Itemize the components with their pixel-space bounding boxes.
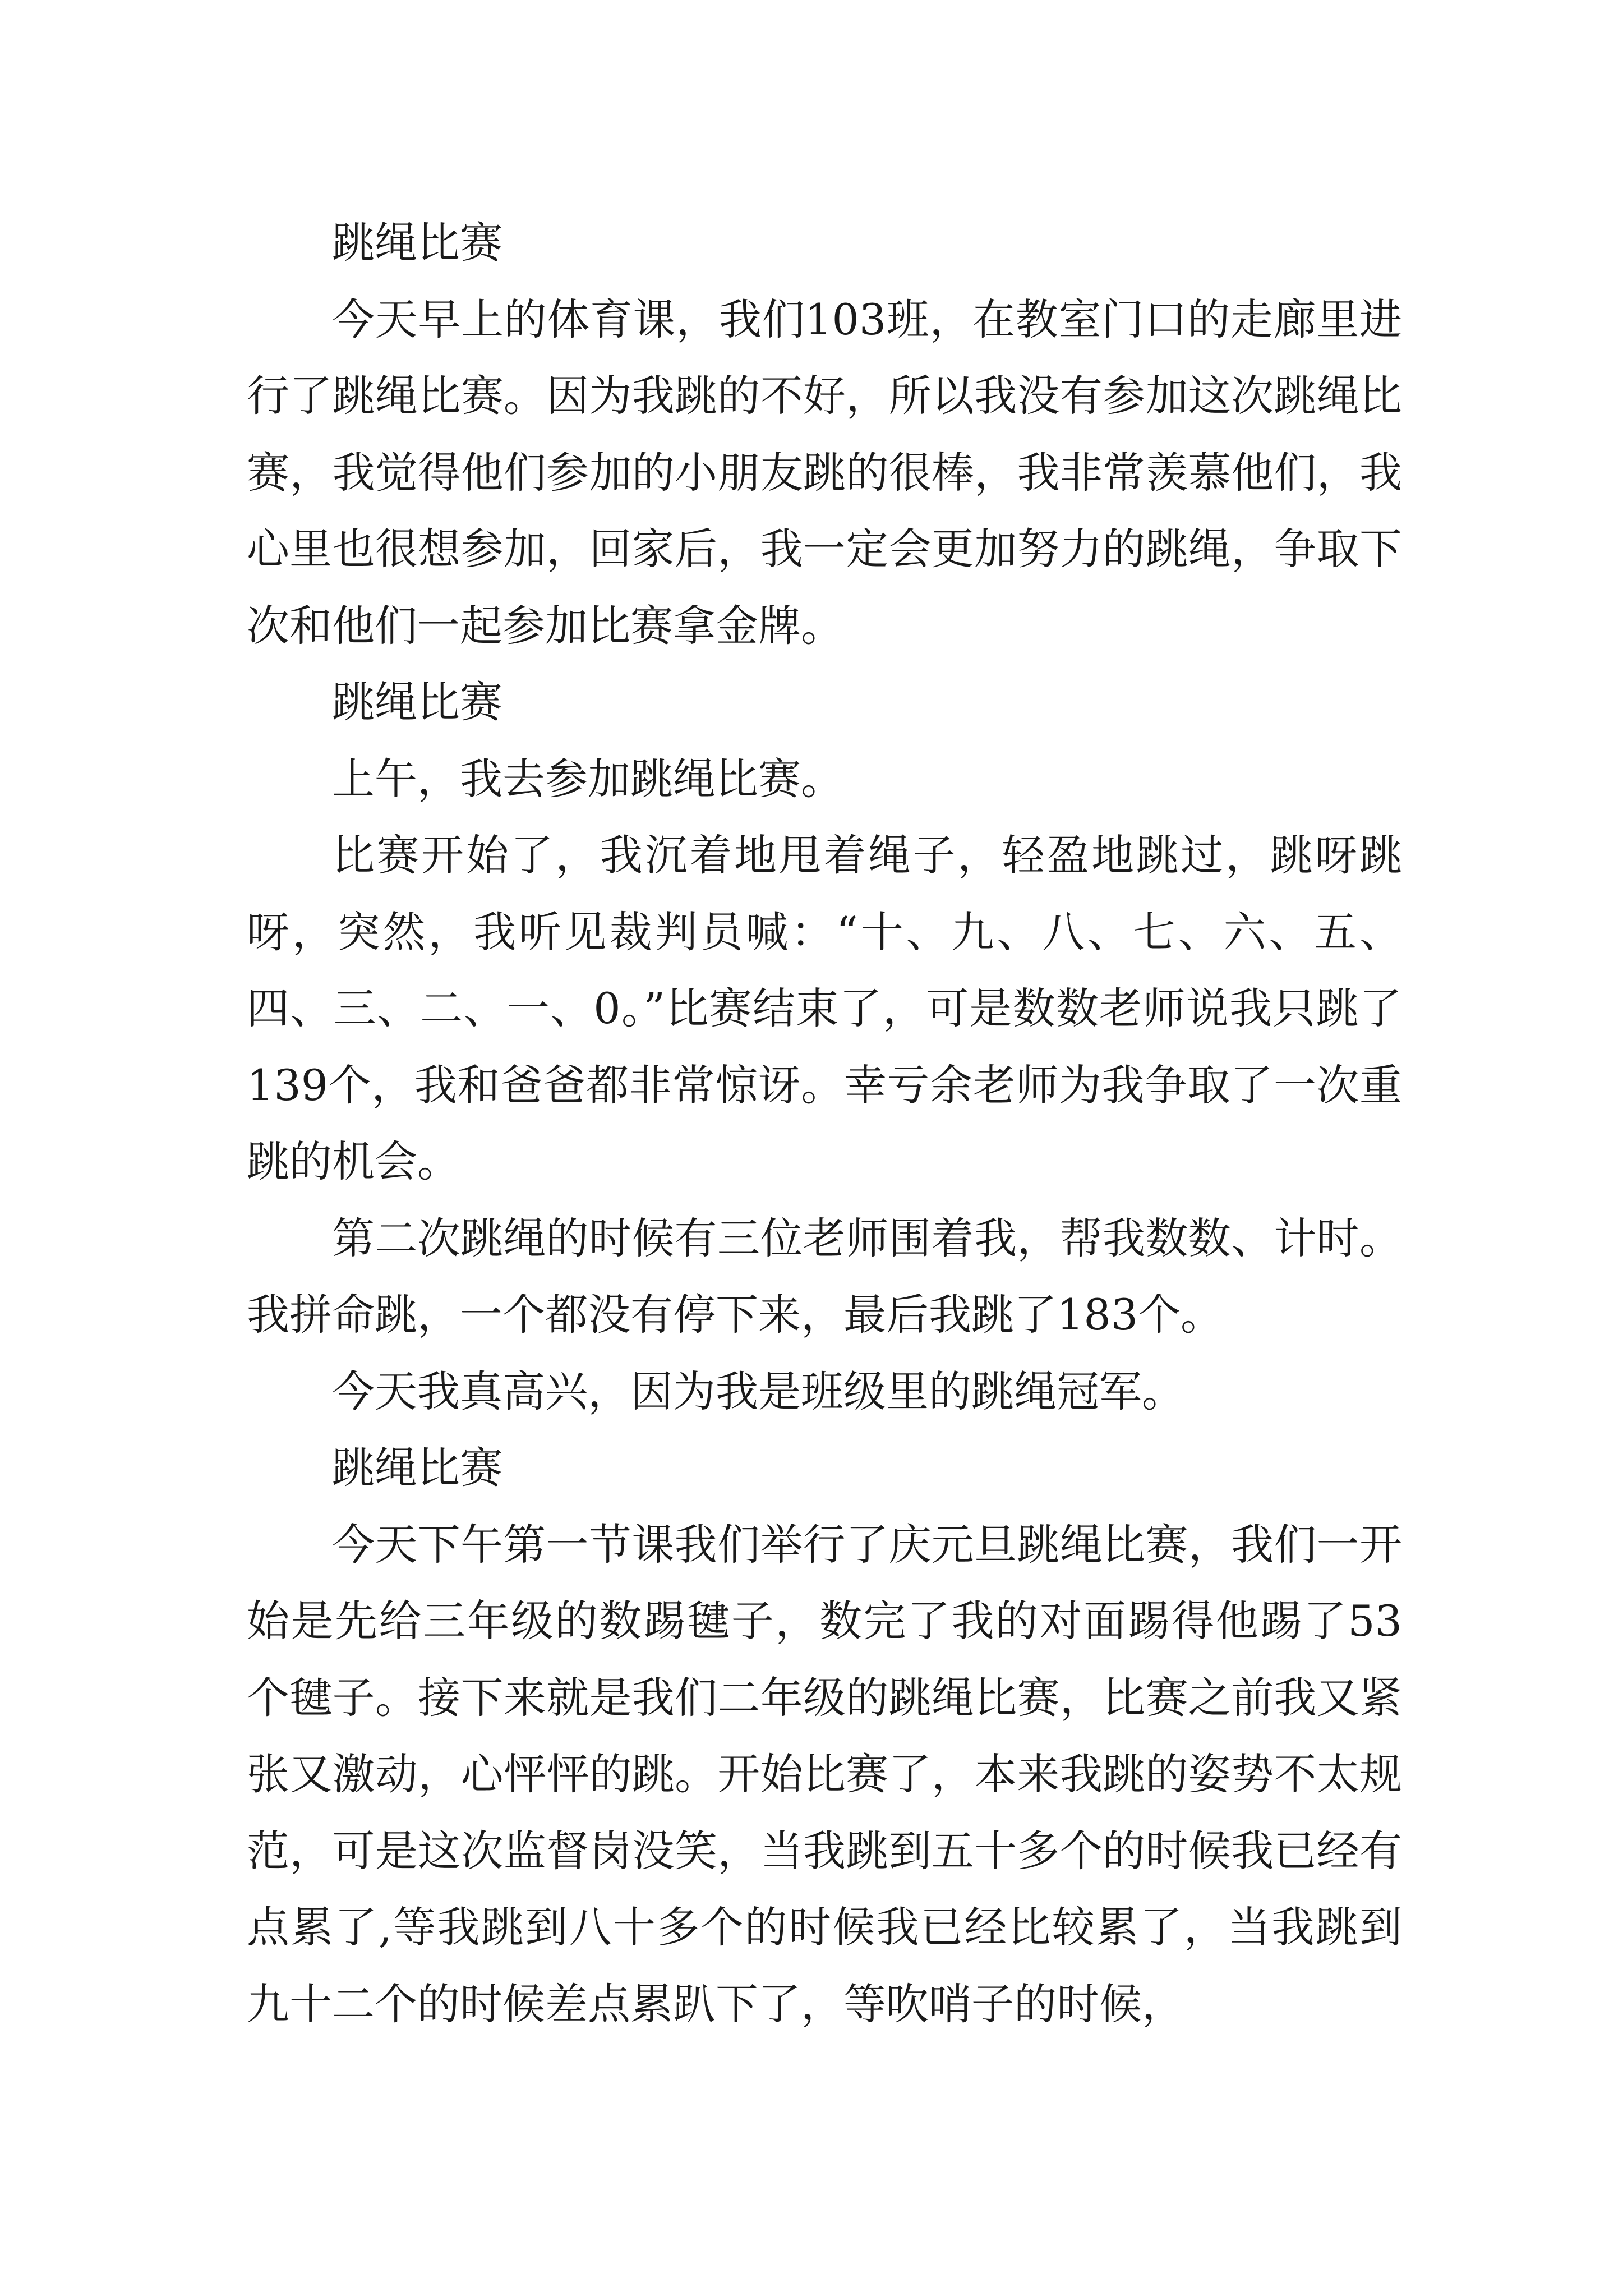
body-paragraph: 上午，我去参加跳绳比赛。 [332, 753, 843, 804]
body-paragraph: 今天我真高兴，因为我是班级里的跳绳冠军。 [332, 1366, 1184, 1416]
section-heading: 跳绳比赛 [332, 1443, 502, 1493]
body-paragraph: 今天下午第一节课我们举行了庆元旦跳绳比赛，我们一开始是先给三年级的数踢毽子，数完了我的对面踢得他踢了53个毽子。接下来就是我们二年级的跳绳比赛，比赛之前我又紧张又激动，心怦怦的跳。开始比赛了，本来我跳的姿势不太规范，可是这次监督岗没笑，当我跳到五十多个的时候我已经有点累了,等我跳到八十多个的时候我已经比较累了，当我跳到九十二个的时候差点累趴下了，等吹哨子的时候， [247, 1519, 1402, 2029]
section-heading: 跳绳比赛 [332, 218, 502, 268]
body-paragraph: 比赛开始了，我沉着地甩着绳子，轻盈地跳过，跳呀跳呀，突然，我听见裁判员喊：“十、九、八、七、六、五、四、三、二、一、0。”比赛结束了，可是数数老师说我只跳了139个，我和爸爸都非常惊讶。幸亏余老师为我争取了一次重跳的机会。 [247, 830, 1402, 1186]
document-body [247, 205, 1402, 2042]
body-paragraph: 今天早上的体育课，我们103班，在教室门口的走廊里进行了跳绳比赛。因为我跳的不好，所以我没有参加这次跳绳比赛，我觉得他们参加的小朋友跳的很棒，我非常羡慕他们，我心里也很想参加，回家后，我一定会更加努力的跳绳，争取下次和他们一起参加比赛拿金牌。 [247, 294, 1402, 651]
body-paragraph: 第二次跳绳的时候有三位老师围着我，帮我数数、计时。我拼命跳，一个都没有停下来，最后我跳了183个。 [247, 1213, 1402, 1340]
section-heading: 跳绳比赛 [332, 677, 502, 727]
